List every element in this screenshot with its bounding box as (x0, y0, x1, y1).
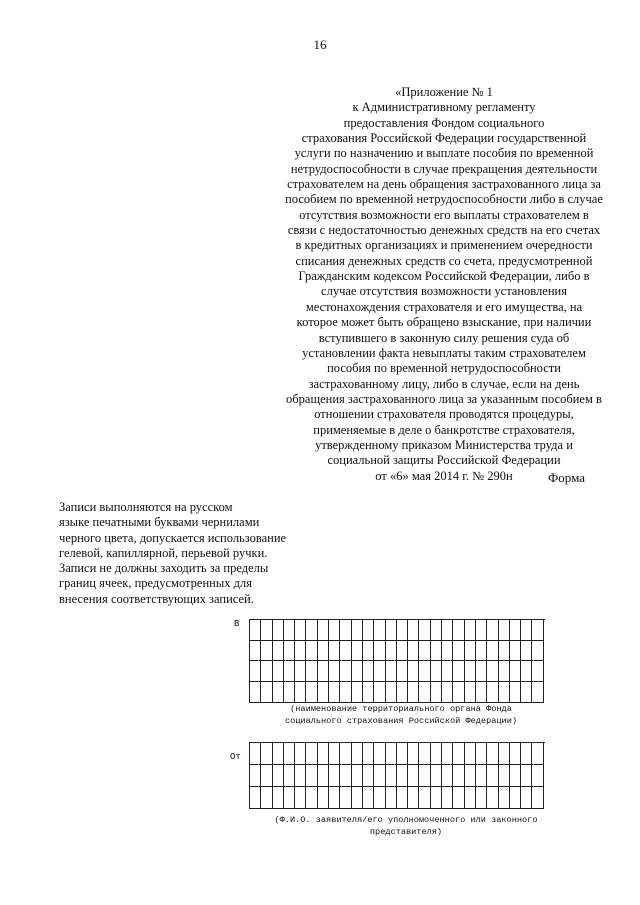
grid-cell[interactable] (374, 641, 385, 662)
grid-cell[interactable] (397, 661, 408, 682)
grid-cell[interactable] (476, 682, 487, 703)
appendix-line: утвержденному приказом Министерства труда и (315, 437, 573, 452)
instruction-line: языке печатными буквами чернилами (59, 515, 260, 530)
grid-cell[interactable] (442, 661, 453, 682)
grid-cell[interactable] (532, 682, 543, 703)
grid-cell[interactable] (476, 743, 487, 765)
grid-cell[interactable] (442, 765, 453, 787)
grid-cell[interactable] (532, 787, 543, 809)
filling-instructions (59, 500, 299, 607)
grid-cell[interactable] (521, 641, 532, 662)
grid-cell[interactable] (487, 641, 498, 662)
appendix-line: отношении страхователя проводятся процедуры, (314, 407, 574, 422)
grid-cell[interactable] (521, 620, 532, 641)
grid-cell[interactable] (352, 743, 363, 765)
grid-cell[interactable] (340, 641, 351, 662)
appendix-line: пособия по временной нетрудоспособности (327, 361, 561, 376)
grid-cell[interactable] (261, 682, 272, 703)
grid-cell[interactable] (419, 743, 430, 765)
grid-cell[interactable] (318, 787, 329, 809)
page-number: 16 (313, 37, 327, 52)
grid-cell[interactable] (284, 765, 295, 787)
appendix-line: в кредитных организациях и применением очередности (295, 238, 593, 253)
grid-cell[interactable] (510, 765, 521, 787)
grid-cell[interactable] (431, 661, 442, 682)
grid-cell[interactable] (329, 641, 340, 662)
grid-cell[interactable] (352, 661, 363, 682)
grid-cell[interactable] (374, 765, 385, 787)
grid-cell[interactable] (273, 787, 284, 809)
grid-cell[interactable] (397, 787, 408, 809)
grid-cell[interactable] (273, 765, 284, 787)
grid-cell[interactable] (465, 661, 476, 682)
grid-cell[interactable] (250, 682, 261, 703)
grid-cell[interactable] (306, 787, 317, 809)
grid-cell[interactable] (329, 620, 340, 641)
grid-cell[interactable] (397, 743, 408, 765)
grid-cell[interactable] (329, 743, 340, 765)
grid-cell[interactable] (453, 765, 464, 787)
grid-cell[interactable] (431, 620, 442, 641)
grid-cell[interactable] (476, 641, 487, 662)
grid-cell[interactable] (431, 743, 442, 765)
grid-cell[interactable] (273, 743, 284, 765)
appendix-line: обращения застрахованного лица за указанным пособием в (286, 391, 602, 406)
appendix-line: от «6» мая 2014 г. № 290н (375, 468, 513, 483)
grid-cell[interactable] (431, 765, 442, 787)
grid-cell[interactable] (532, 641, 543, 662)
grid-cell[interactable] (273, 682, 284, 703)
grid-cell[interactable] (295, 620, 306, 641)
grid-cell[interactable] (487, 765, 498, 787)
grid-cell[interactable] (453, 787, 464, 809)
caption-line: представителя) (369, 826, 443, 837)
grid-cell[interactable] (363, 743, 374, 765)
grid-cell[interactable] (261, 661, 272, 682)
appendix-line: предоставления Фондом социального (343, 115, 545, 130)
appendix-line: случае отсутствия возможности установления (321, 284, 567, 299)
grid-cell[interactable] (250, 743, 261, 765)
grid-cell[interactable] (363, 787, 374, 809)
grid-cell[interactable] (532, 661, 543, 682)
grid-cell[interactable] (352, 620, 363, 641)
grid-cell[interactable] (532, 620, 543, 641)
grid-cell[interactable] (397, 620, 408, 641)
grid-cell[interactable] (408, 765, 419, 787)
grid-cell[interactable] (352, 682, 363, 703)
applicant-name-grid[interactable] (249, 742, 545, 809)
grid-cell[interactable] (499, 743, 510, 765)
grid-cell[interactable] (273, 661, 284, 682)
grid-cell[interactable] (510, 743, 521, 765)
appendix-line: страхователем на день обращения застрахованного лица за (287, 177, 601, 192)
appendix-line: застрахованному лицу, либо в случае, если на день (308, 376, 580, 391)
grid-cell[interactable] (363, 765, 374, 787)
grid-cell[interactable] (340, 787, 351, 809)
grid-cell[interactable] (306, 661, 317, 682)
appendix-line: страхования Российской Федерации государственной (301, 131, 587, 146)
grid-cell[interactable] (250, 661, 261, 682)
instruction-line: Записи не должны заходить за пределы (59, 561, 269, 576)
grid-cell[interactable] (510, 682, 521, 703)
grid-cell[interactable] (521, 682, 532, 703)
grid-cell[interactable] (431, 787, 442, 809)
grid-cell[interactable] (318, 765, 329, 787)
grid-cell[interactable] (374, 787, 385, 809)
grid-cell[interactable] (397, 641, 408, 662)
grid-cell[interactable] (295, 743, 306, 765)
grid-cell[interactable] (521, 661, 532, 682)
caption-line: социального страхования Российской Федерации) (284, 715, 518, 726)
appendix-line: социальной защиты Российской Федерации (327, 453, 561, 468)
instruction-line: Записи выполняются на русском (59, 500, 233, 514)
grid-cell[interactable] (487, 787, 498, 809)
appendix-line: которое может быть обращено взыскание, при наличии (296, 315, 592, 330)
grid-cell[interactable] (374, 743, 385, 765)
appendix-line: услуги по назначению и выплате пособия по временной (294, 146, 594, 161)
grid-cell[interactable] (408, 641, 419, 662)
grid-cell[interactable] (318, 661, 329, 682)
grid-cell[interactable] (273, 620, 284, 641)
instruction-line: границ ячеек, предусмотренных для (59, 576, 252, 591)
grid-cell[interactable] (487, 743, 498, 765)
grid-cell[interactable] (521, 787, 532, 809)
grid-cell[interactable] (386, 682, 397, 703)
grid-cell[interactable] (306, 641, 317, 662)
grid-cell[interactable] (295, 765, 306, 787)
form-label: Форма (548, 470, 585, 485)
grid-cell[interactable] (363, 682, 374, 703)
grid-cell[interactable] (499, 641, 510, 662)
grid-cell[interactable] (306, 743, 317, 765)
grid-cell[interactable] (510, 641, 521, 662)
grid-cell[interactable] (318, 620, 329, 641)
grid-cell[interactable] (442, 743, 453, 765)
grid-cell[interactable] (476, 661, 487, 682)
grid-cell[interactable] (340, 620, 351, 641)
grid-cell[interactable] (431, 682, 442, 703)
grid-cell[interactable] (476, 765, 487, 787)
grid-cell[interactable] (306, 682, 317, 703)
appendix-line: нетрудоспособности в случае прекращения деятельности (290, 161, 598, 176)
grid-cell[interactable] (419, 765, 430, 787)
grid-cell[interactable] (374, 682, 385, 703)
grid-cell[interactable] (431, 641, 442, 662)
grid-cell[interactable] (329, 765, 340, 787)
grid-cell[interactable] (318, 743, 329, 765)
appendix-line: применяемые в деле о банкротстве страхователя, (313, 422, 575, 437)
grid-cell[interactable] (453, 743, 464, 765)
grid-cell[interactable] (352, 787, 363, 809)
grid-cell[interactable] (340, 682, 351, 703)
grid-cell[interactable] (250, 765, 261, 787)
grid-cell[interactable] (442, 641, 453, 662)
grid-cell[interactable] (250, 787, 261, 809)
grid-cell[interactable] (363, 641, 374, 662)
grid-cell[interactable] (499, 682, 510, 703)
grid-cell[interactable] (250, 641, 261, 662)
grid-cell[interactable] (397, 765, 408, 787)
grid-cell[interactable] (329, 661, 340, 682)
territorial-organ-prefix: В (234, 619, 240, 629)
grid-cell[interactable] (363, 661, 374, 682)
grid-cell[interactable] (499, 787, 510, 809)
instruction-line: гелевой, капиллярной, перьевой ручки. (59, 545, 268, 560)
territorial-organ-grid[interactable] (249, 619, 545, 703)
grid-cell[interactable] (408, 682, 419, 703)
grid-cell[interactable] (453, 682, 464, 703)
instruction-line: черного цвета, допускается использование (59, 530, 287, 545)
grid-cell[interactable] (453, 641, 464, 662)
appendix-line: списания денежных средств со счета, предусмотренной (295, 253, 593, 268)
appendix-header (273, 85, 615, 484)
grid-cell[interactable] (261, 620, 272, 641)
caption-line: (наименование территориального органа Фонда (290, 704, 512, 714)
grid-cell[interactable] (250, 620, 261, 641)
grid-cell[interactable] (329, 787, 340, 809)
grid-cell[interactable] (284, 682, 295, 703)
grid-cell[interactable] (442, 787, 453, 809)
grid-cell[interactable] (510, 661, 521, 682)
grid-cell[interactable] (306, 620, 317, 641)
grid-cell[interactable] (442, 682, 453, 703)
grid-cell[interactable] (295, 787, 306, 809)
grid-cell[interactable] (453, 661, 464, 682)
appendix-line: «Приложение № 1 (395, 85, 493, 99)
appendix-line: связи с недостаточностью денежных средств на его счетах (287, 223, 601, 238)
grid-cell[interactable] (273, 641, 284, 662)
grid-cell[interactable] (352, 641, 363, 662)
grid-cell[interactable] (419, 682, 430, 703)
grid-cell[interactable] (487, 661, 498, 682)
grid-cell[interactable] (532, 765, 543, 787)
grid-cell[interactable] (419, 641, 430, 662)
grid-cell[interactable] (465, 620, 476, 641)
grid-cell[interactable] (386, 641, 397, 662)
grid-cell[interactable] (408, 787, 419, 809)
grid-cell[interactable] (374, 620, 385, 641)
grid-cell[interactable] (261, 787, 272, 809)
appendix-line: пособием по временной нетрудоспособности либо в случае (285, 192, 603, 207)
grid-cell[interactable] (499, 765, 510, 787)
grid-cell[interactable] (510, 620, 521, 641)
applicant-prefix: От (230, 752, 241, 762)
grid-cell[interactable] (284, 661, 295, 682)
grid-cell[interactable] (329, 682, 340, 703)
grid-cell[interactable] (408, 743, 419, 765)
grid-cell[interactable] (453, 620, 464, 641)
grid-cell[interactable] (408, 620, 419, 641)
grid-cell[interactable] (386, 620, 397, 641)
grid-cell[interactable] (532, 743, 543, 765)
grid-cell[interactable] (386, 661, 397, 682)
grid-cell[interactable] (386, 787, 397, 809)
grid-cell[interactable] (397, 682, 408, 703)
grid-cell[interactable] (465, 787, 476, 809)
grid-cell[interactable] (465, 743, 476, 765)
grid-cell[interactable] (419, 661, 430, 682)
grid-cell[interactable] (465, 641, 476, 662)
grid-cell[interactable] (261, 743, 272, 765)
grid-cell[interactable] (295, 661, 306, 682)
grid-cell[interactable] (465, 682, 476, 703)
grid-cell[interactable] (419, 620, 430, 641)
grid-cell[interactable] (374, 661, 385, 682)
appendix-line: Гражданским кодексом Российской Федерации, либо в (298, 269, 590, 284)
appendix-line: вступившего в законную силу решения суда об (318, 330, 570, 345)
grid-cell[interactable] (340, 743, 351, 765)
grid-cell[interactable] (476, 787, 487, 809)
grid-cell[interactable] (261, 641, 272, 662)
territorial-organ-caption (236, 704, 566, 727)
grid-cell[interactable] (386, 765, 397, 787)
grid-cell[interactable] (487, 620, 498, 641)
grid-cell[interactable] (295, 641, 306, 662)
grid-cell[interactable] (295, 682, 306, 703)
grid-cell[interactable] (284, 620, 295, 641)
grid-cell[interactable] (442, 620, 453, 641)
grid-cell[interactable] (363, 620, 374, 641)
grid-cell[interactable] (499, 661, 510, 682)
appendix-line: к Административному регламенту (352, 100, 536, 115)
grid-cell[interactable] (499, 620, 510, 641)
grid-cell[interactable] (465, 765, 476, 787)
grid-cell[interactable] (510, 787, 521, 809)
grid-cell[interactable] (284, 641, 295, 662)
grid-cell[interactable] (352, 765, 363, 787)
grid-cell[interactable] (261, 765, 272, 787)
appendix-line: отсутствия возможности его выплаты страхователем в (299, 207, 589, 222)
grid-cell[interactable] (306, 765, 317, 787)
appendix-line: местонахождения страхователя и его имущества, на (305, 299, 583, 314)
grid-cell[interactable] (318, 682, 329, 703)
instruction-line: внесения соответствующих записей. (59, 591, 254, 606)
grid-cell[interactable] (318, 641, 329, 662)
grid-cell[interactable] (340, 661, 351, 682)
grid-cell[interactable] (284, 787, 295, 809)
grid-cell[interactable] (284, 743, 295, 765)
grid-cell[interactable] (419, 787, 430, 809)
grid-cell[interactable] (521, 765, 532, 787)
grid-cell[interactable] (476, 620, 487, 641)
grid-cell[interactable] (487, 682, 498, 703)
appendix-line: установлении факта невыплаты таким страхователем (302, 345, 586, 360)
grid-cell[interactable] (386, 743, 397, 765)
applicant-caption (236, 815, 576, 838)
caption-line: (Ф.И.О. заявителя/его уполномоченного или законного (274, 815, 538, 825)
grid-cell[interactable] (340, 765, 351, 787)
grid-cell[interactable] (521, 743, 532, 765)
grid-cell[interactable] (408, 661, 419, 682)
